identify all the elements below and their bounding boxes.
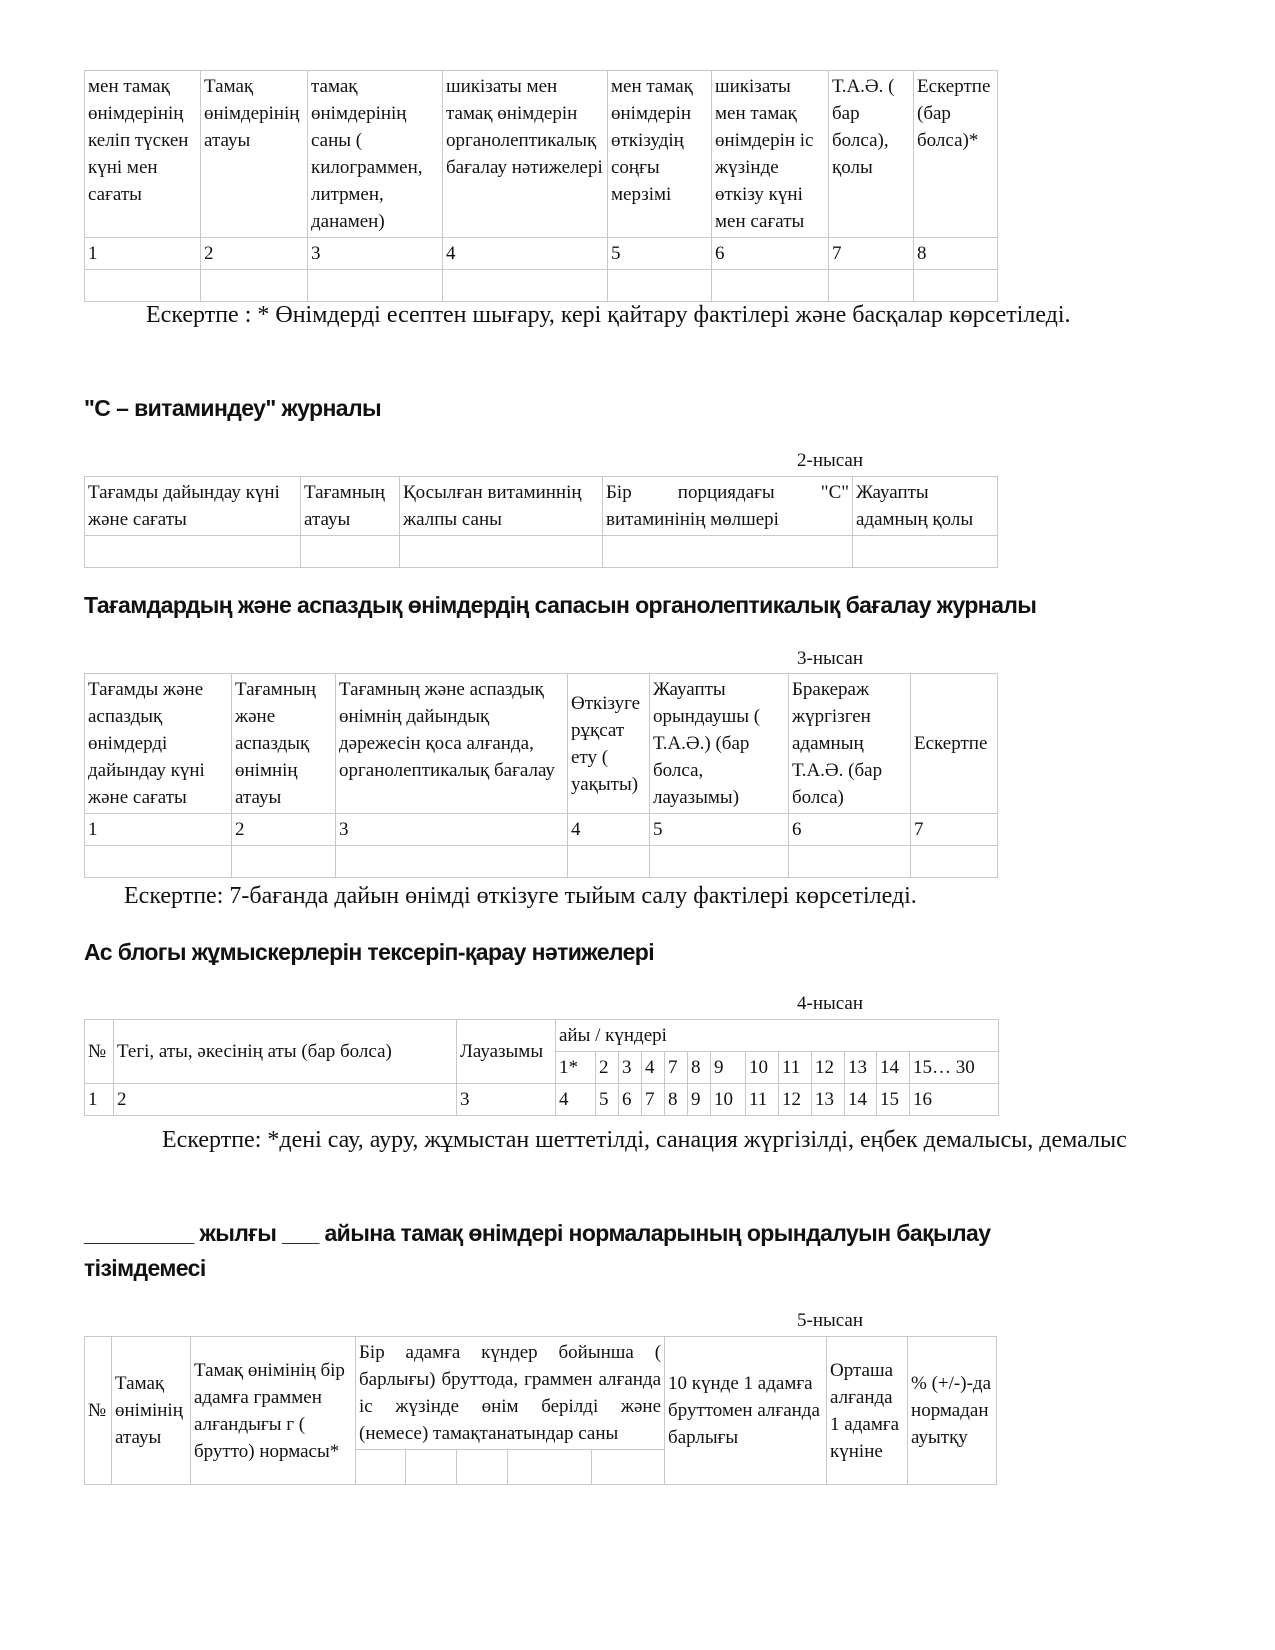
form-label-4: 4-нысан [797, 993, 864, 1014]
table-header-row [85, 674, 998, 814]
day-header: 13 [845, 1052, 877, 1084]
column-number: 3 [457, 1084, 556, 1116]
column-number: 7 [911, 814, 998, 846]
column-number: 6 [619, 1084, 642, 1116]
empty-cell[interactable] [853, 536, 998, 568]
column-number: 3 [308, 238, 443, 270]
empty-cell[interactable] [508, 1450, 592, 1485]
table-header-cell: Ескертпе [911, 674, 998, 814]
table-header-cell: Жауапты адамның қолы [853, 477, 998, 536]
section-title-organoleptic: Тағамдардың және аспаздық өнімдердің сапасын органолептикалық бағалау журналы [84, 592, 1037, 618]
column-number: 1 [85, 238, 201, 270]
table-header-cell: % (+/-)-да нормадан ауытқу [908, 1337, 997, 1485]
table-product-intake [84, 70, 998, 302]
column-number: 6 [712, 238, 829, 270]
empty-cell[interactable] [568, 846, 650, 878]
empty-cell[interactable] [232, 846, 336, 878]
table-header-cell: Жауапты орындаушы ( Т.А.Ә.) (бар болса, лауазымы) [650, 674, 789, 814]
col-fullname-header: Тегі, аты, әкесінің аты (бар болса) [114, 1020, 457, 1084]
column-number: 7 [829, 238, 914, 270]
table-norms-checklist [84, 1336, 997, 1485]
table-header-cell: Бір порциядағы "С" витаминінің мөлшері [603, 477, 853, 536]
column-number: 2 [201, 238, 308, 270]
table-header-row [85, 1020, 999, 1052]
table-empty-row [85, 846, 998, 878]
day-header: 2 [596, 1052, 619, 1084]
table-header-cell: Тағамның және аспаздық өнімнің дайындық дәрежесін қоса алғанда, органолептикалық бағалау [336, 674, 568, 814]
column-number: 7 [642, 1084, 665, 1116]
table-organoleptic-journal [84, 673, 998, 878]
form-label-2: 2-нысан [797, 450, 864, 471]
section-title-norms-checklist [84, 1216, 1044, 1286]
day-header: 10 [746, 1052, 779, 1084]
day-header: 1* [556, 1052, 596, 1084]
table-header-cell: тамақ өнімдерінің саны ( килограммен, литрмен, данамен) [308, 71, 443, 238]
table-header-cell: Бір адамға күндер бойынша ( барлығы) бруттода, граммен алғанда іс жүзінде өнім берілді және (немесе) тамақтанатындар саны [356, 1337, 665, 1450]
table-header-cell: Тағамды дайындау күні және сағаты [85, 477, 301, 536]
column-number: 13 [812, 1084, 845, 1116]
footnote-4: Ескертпе: *дені сау, ауру, жұмыстан шеттетілді, санация жүргізілді, еңбек демалысы, демалыс [162, 1127, 1127, 1153]
table-header-cell: шикізаты мен тамақ өнімдерін іс жүзінде өткізу күні мен сағаты [712, 71, 829, 238]
column-number: 9 [688, 1084, 711, 1116]
table-header-cell: мен тамақ өнімдерінің келіп түскен күні мен сағаты [85, 71, 201, 238]
table-header-cell: мен тамақ өнімдерін өткізудің соңғы мерзімі [608, 71, 712, 238]
day-header: 4 [642, 1052, 665, 1084]
table-header-cell: Қосылған витаминнің жалпы саны [400, 477, 603, 536]
empty-cell[interactable] [85, 846, 232, 878]
table-number-row [85, 238, 998, 270]
empty-cell[interactable] [336, 846, 568, 878]
column-number: 11 [746, 1084, 779, 1116]
table-empty-row [85, 536, 998, 568]
column-number: 6 [789, 814, 911, 846]
table-header-cell: Тамақ өнімінің бір адамға граммен алғандығы г ( брутто) нормасы* [191, 1337, 356, 1485]
table-header-cell: Орташа алғанда 1 адамға күніне [827, 1337, 908, 1485]
empty-cell[interactable] [911, 846, 998, 878]
day-header: 14 [877, 1052, 910, 1084]
day-header: 12 [812, 1052, 845, 1084]
table-header-row [85, 477, 998, 536]
section-title-staff-check: Ас блогы жұмыскерлерін тексеріп-қарау нәтижелері [84, 939, 655, 965]
footnote-1: Ескертпе : * Өнімдерді есептен шығару, кері қайтару фактілері және басқалар көрсетіледі. [146, 302, 1071, 328]
column-number: 5 [596, 1084, 619, 1116]
empty-cell[interactable] [789, 846, 911, 878]
day-header: 15… 30 [910, 1052, 999, 1084]
table-header-cell: 10 күнде 1 адамға бруттомен алғанда барлығы [665, 1337, 827, 1485]
table-vitamin-journal [84, 476, 998, 568]
table-header-row [85, 1337, 997, 1450]
table-number-row [85, 814, 998, 846]
table-header-cell: Тамақ өнімінің атауы [112, 1337, 191, 1485]
column-number: 4 [556, 1084, 596, 1116]
title-text: жылғы [193, 1220, 283, 1246]
column-number: 8 [665, 1084, 688, 1116]
column-number: 14 [845, 1084, 877, 1116]
day-header: 11 [779, 1052, 812, 1084]
table-header-cell: № [85, 1337, 112, 1485]
column-number: 4 [443, 238, 608, 270]
form-label-3: 3-нысан [797, 648, 864, 669]
column-number: 5 [608, 238, 712, 270]
column-number: 10 [711, 1084, 746, 1116]
column-number: 2 [232, 814, 336, 846]
empty-cell[interactable] [457, 1450, 508, 1485]
table-header-cell: Тамақ өнімдерінің атауы [201, 71, 308, 238]
form-label-5: 5-нысан [797, 1310, 864, 1331]
title-text: айына тамақ өнімдері нормаларының орындалуын бақылау тізімдемесі [84, 1220, 991, 1281]
day-header: 9 [711, 1052, 746, 1084]
empty-cell[interactable] [603, 536, 853, 568]
table-header-cell: Өткізуге рұқсат ету ( уақыты) [568, 674, 650, 814]
column-number: 1 [85, 814, 232, 846]
column-number: 4 [568, 814, 650, 846]
section-title-vitamin: "С – витаминдеу" журналы [84, 395, 382, 421]
empty-cell[interactable] [406, 1450, 457, 1485]
column-number: 8 [914, 238, 998, 270]
column-number: 15 [877, 1084, 910, 1116]
empty-cell[interactable] [356, 1450, 406, 1485]
table-header-row [85, 71, 998, 238]
month-blank[interactable]: ___ [282, 1220, 319, 1246]
day-header: 7 [665, 1052, 688, 1084]
column-number: 2 [114, 1084, 457, 1116]
table-header-cell: Тағамды және аспаздық өнімдерді дайындау күні және сағаты [85, 674, 232, 814]
table-header-cell: Бракераж жүргізген адамның Т.А.Ә. (бар болса) [789, 674, 911, 814]
table-header-cell: Ескертпе (бар болса)* [914, 71, 998, 238]
empty-cell[interactable] [85, 536, 301, 568]
footnote-3: Ескертпе: 7-бағанда дайын өнімді өткізуге тыйым салу фактілері көрсетіледі. [124, 883, 917, 909]
column-number: 12 [779, 1084, 812, 1116]
day-header: 8 [688, 1052, 711, 1084]
empty-cell[interactable] [650, 846, 789, 878]
table-staff-check [84, 1019, 999, 1116]
col-position-header: Лауазымы [457, 1020, 556, 1084]
empty-cell[interactable] [400, 536, 603, 568]
table-header-cell: Т.А.Ә. ( бар болса), қолы [829, 71, 914, 238]
table-number-row [85, 1084, 999, 1116]
table-header-cell: Тағамның атауы [301, 477, 400, 536]
column-number: 16 [910, 1084, 999, 1116]
day-header: 3 [619, 1052, 642, 1084]
col-days-header: айы / күндері [556, 1020, 999, 1052]
empty-cell[interactable] [592, 1450, 665, 1485]
column-number: 3 [336, 814, 568, 846]
table-header-cell: Тағамның және аспаздық өнімнің атауы [232, 674, 336, 814]
col-number-header: № [85, 1020, 114, 1084]
empty-cell[interactable] [301, 536, 400, 568]
column-number: 1 [85, 1084, 114, 1116]
table-header-cell: шикізаты мен тамақ өнімдерін органолептикалық бағалау нәтижелері [443, 71, 608, 238]
year-blank[interactable]: _________ [84, 1220, 194, 1246]
column-number: 5 [650, 814, 789, 846]
